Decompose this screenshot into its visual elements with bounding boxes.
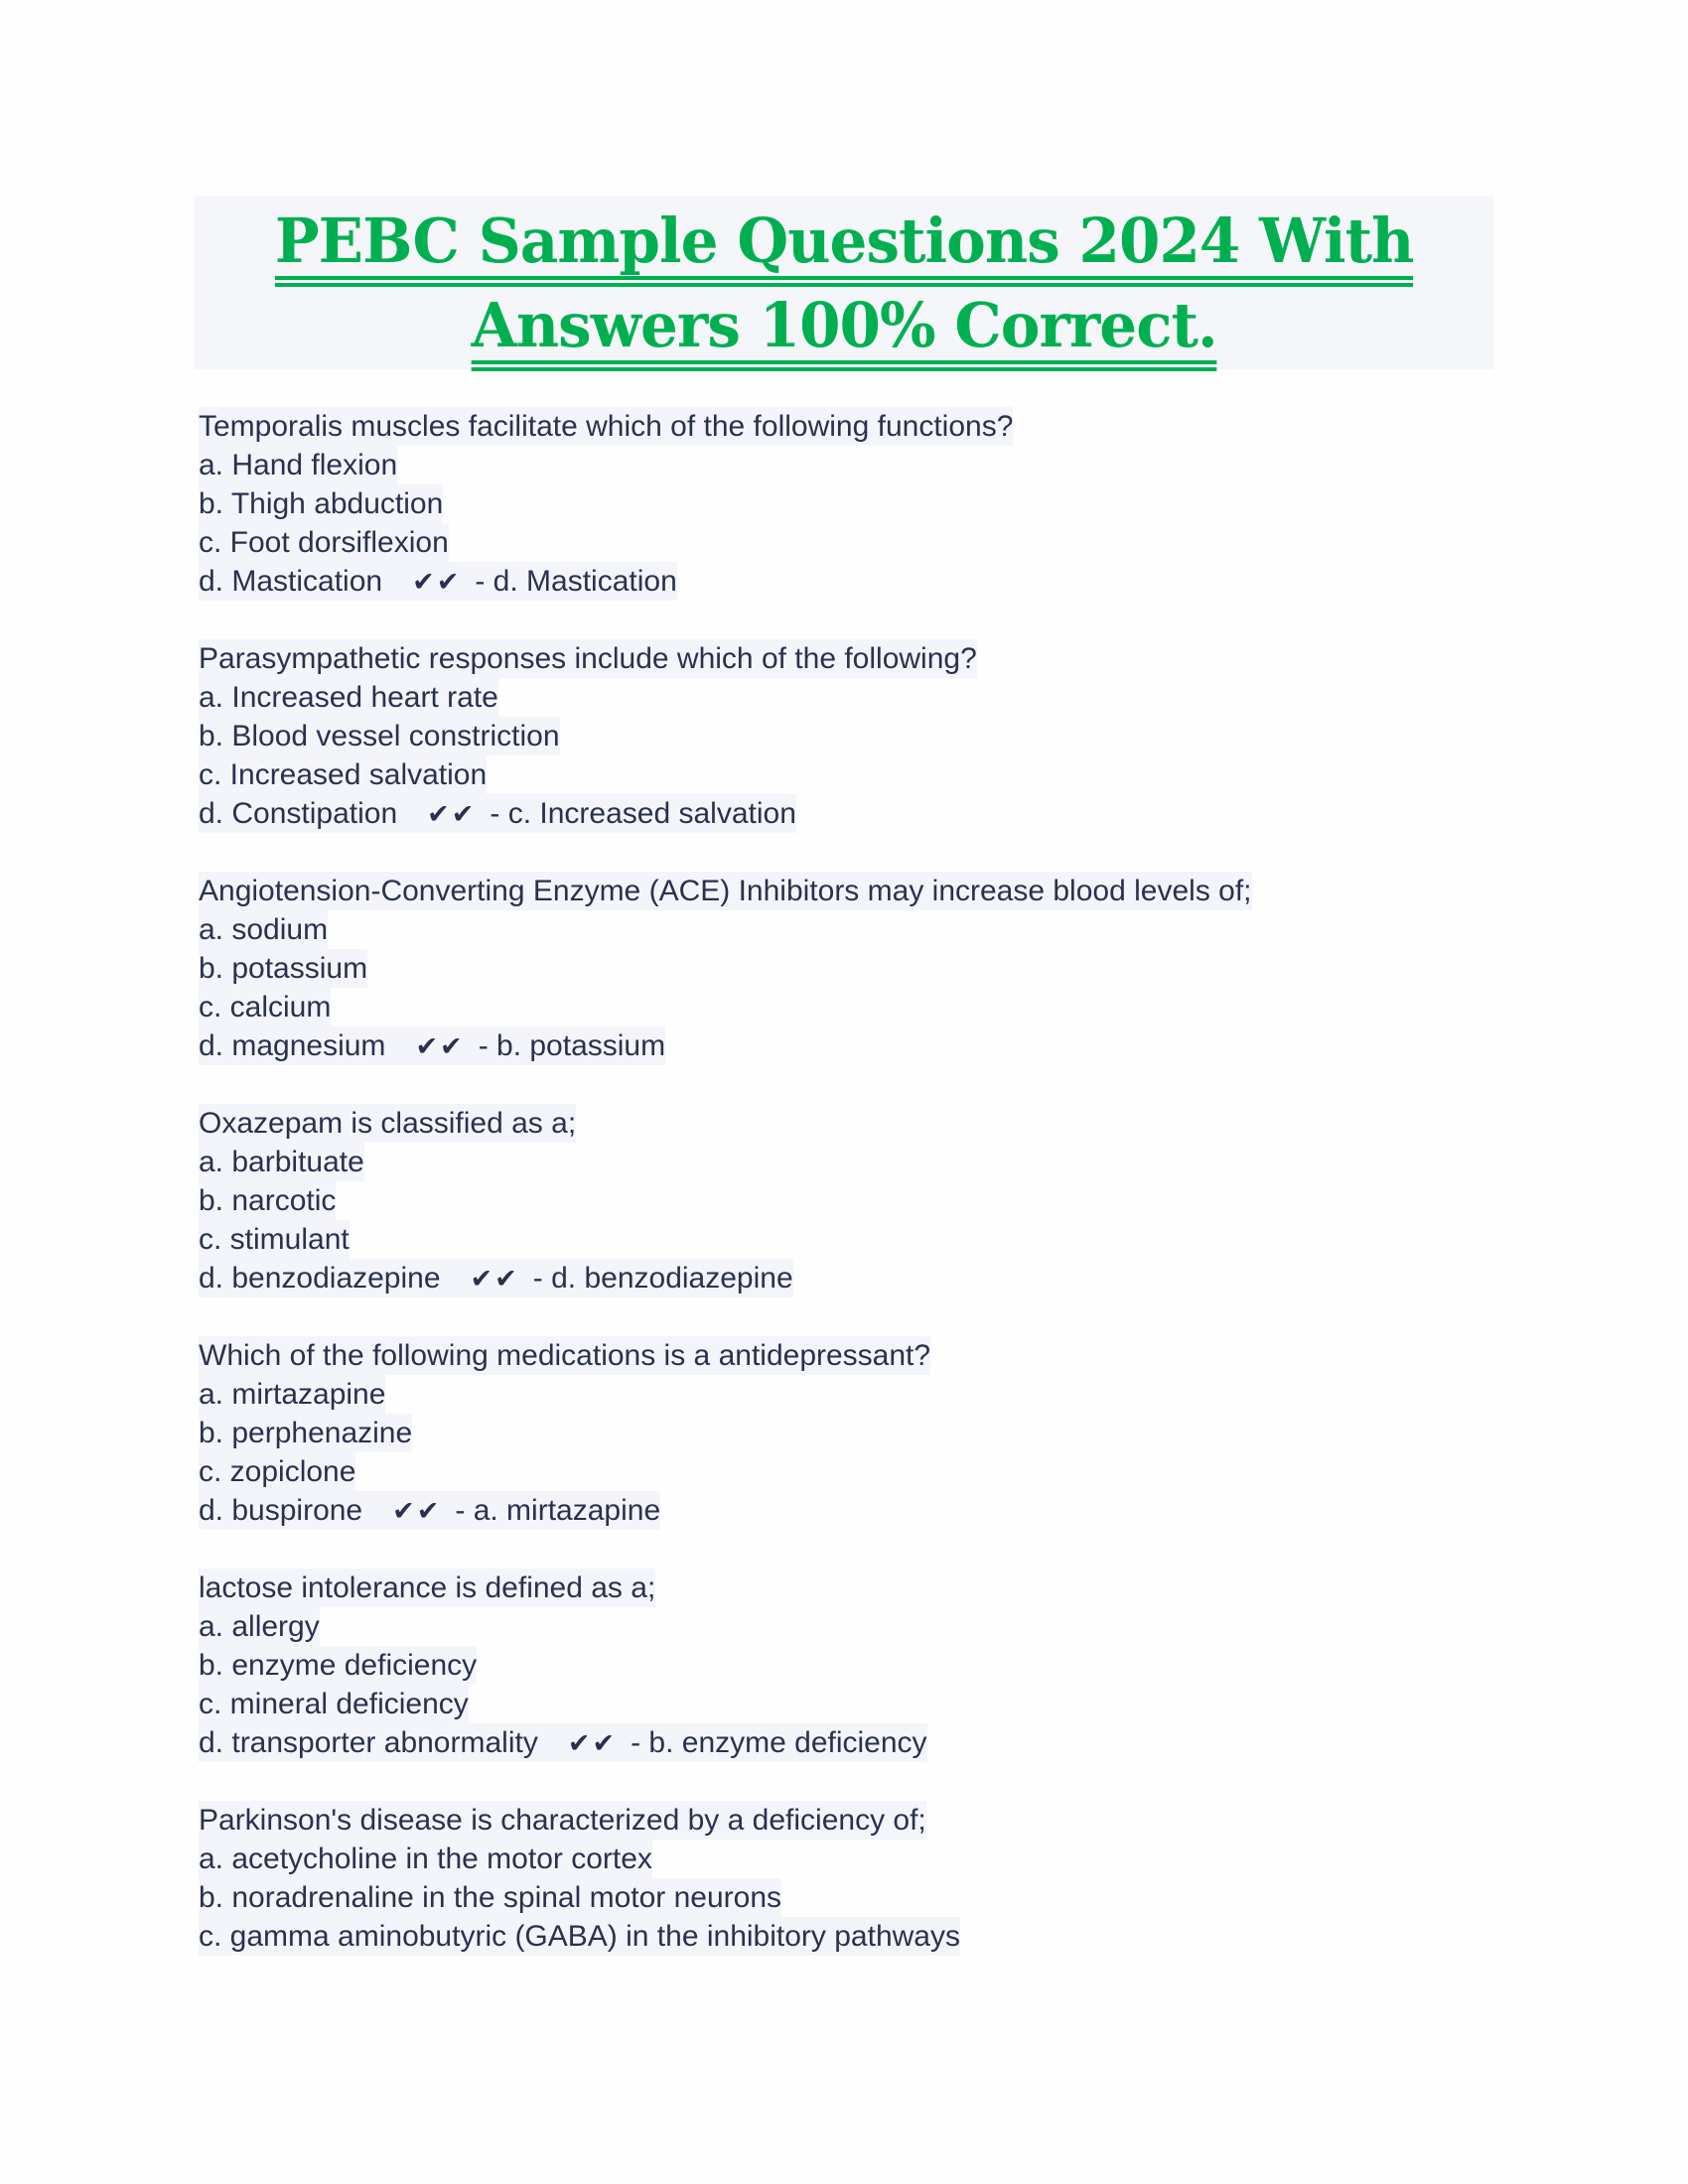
- option-c: c. stimulant: [199, 1220, 350, 1259]
- answer-text: - d. benzodiazepine: [532, 1262, 793, 1295]
- question-text: Parasympathetic responses include which of the following?: [199, 639, 977, 678]
- option-d: d. transporter abnormality: [199, 1726, 538, 1759]
- question-block: [199, 872, 1252, 1065]
- option-c: c. mineral deficiency: [199, 1685, 469, 1723]
- option-c: c. Increased salvation: [199, 755, 487, 794]
- question-block: [199, 1569, 1252, 1762]
- question-text: Oxazepam is classified as a;: [199, 1104, 576, 1143]
- answer-text: - d. Mastication: [475, 565, 677, 598]
- double-check-icon: ✔✔: [392, 1496, 442, 1527]
- option-d: d. Constipation: [199, 797, 398, 830]
- answer-text: - a. mirtazapine: [455, 1494, 661, 1527]
- title-banner: [195, 197, 1493, 369]
- question-block: [199, 1336, 1252, 1530]
- question-block: [199, 639, 1252, 833]
- option-a: a. acetycholine in the motor cortex: [199, 1840, 652, 1878]
- option-a: a. sodium: [199, 910, 328, 949]
- title-line-2: [195, 289, 1493, 371]
- question-block: [199, 407, 1252, 601]
- question-text: lactose intolerance is defined as a;: [199, 1569, 655, 1607]
- option-d-with-answer: [199, 562, 677, 601]
- option-d-with-answer: [199, 1723, 927, 1762]
- option-b: b. enzyme deficiency: [199, 1646, 477, 1685]
- option-b: b. Thigh abduction: [199, 484, 443, 523]
- option-a: a. barbituate: [199, 1143, 364, 1181]
- question-block: [199, 1801, 1252, 1956]
- question-text: Temporalis muscles facilitate which of the following functions?: [199, 407, 1013, 446]
- option-c: c. zopiclone: [199, 1452, 355, 1491]
- answer-text: - b. enzyme deficiency: [631, 1726, 927, 1759]
- option-c: c. gamma aminobutyric (GABA) in the inhibitory pathways: [199, 1917, 960, 1956]
- answer-text: - b. potassium: [478, 1029, 666, 1062]
- option-b: b. Blood vessel constriction: [199, 717, 560, 755]
- question-block: [199, 1104, 1252, 1297]
- question-text: Which of the following medications is a antidepressant?: [199, 1336, 930, 1375]
- document-title-part-1: PEBC Sample Questions 2024 With: [275, 210, 1414, 287]
- option-d-with-answer: [199, 1491, 660, 1530]
- option-d-with-answer: [199, 1259, 793, 1297]
- option-d-with-answer: [199, 794, 796, 833]
- double-check-icon: ✔✔: [427, 799, 477, 830]
- option-d: d. Mastication: [199, 565, 383, 598]
- option-b: b. potassium: [199, 949, 367, 988]
- option-b: b. narcotic: [199, 1181, 336, 1220]
- option-a: a. mirtazapine: [199, 1375, 385, 1414]
- document-title-part-2: Answers 100% Correct.: [471, 295, 1216, 371]
- question-text: Parkinson's disease is characterized by a deficiency of;: [199, 1801, 926, 1840]
- double-check-icon: ✔✔: [412, 567, 462, 598]
- option-d: d. buspirone: [199, 1494, 363, 1527]
- question-list: [199, 407, 1252, 1994]
- option-a: a. allergy: [199, 1607, 320, 1646]
- double-check-icon: ✔✔: [567, 1728, 618, 1759]
- title-line-1: [195, 205, 1493, 287]
- double-check-icon: ✔✔: [470, 1264, 519, 1295]
- option-c: c. Foot dorsiflexion: [199, 523, 449, 562]
- answer-text: - c. Increased salvation: [490, 797, 796, 830]
- option-b: b. noradrenaline in the spinal motor neurons: [199, 1878, 781, 1917]
- option-c: c. calcium: [199, 988, 331, 1026]
- option-a: a. Hand flexion: [199, 446, 397, 484]
- option-d: d. benzodiazepine: [199, 1262, 441, 1295]
- question-text: Angiotension-Converting Enzyme (ACE) Inhibitors may increase blood levels of;: [199, 872, 1252, 910]
- option-b: b. perphenazine: [199, 1414, 412, 1452]
- option-d: d. magnesium: [199, 1029, 386, 1062]
- option-a: a. Increased heart rate: [199, 678, 498, 717]
- double-check-icon: ✔✔: [415, 1031, 465, 1062]
- option-d-with-answer: [199, 1026, 665, 1065]
